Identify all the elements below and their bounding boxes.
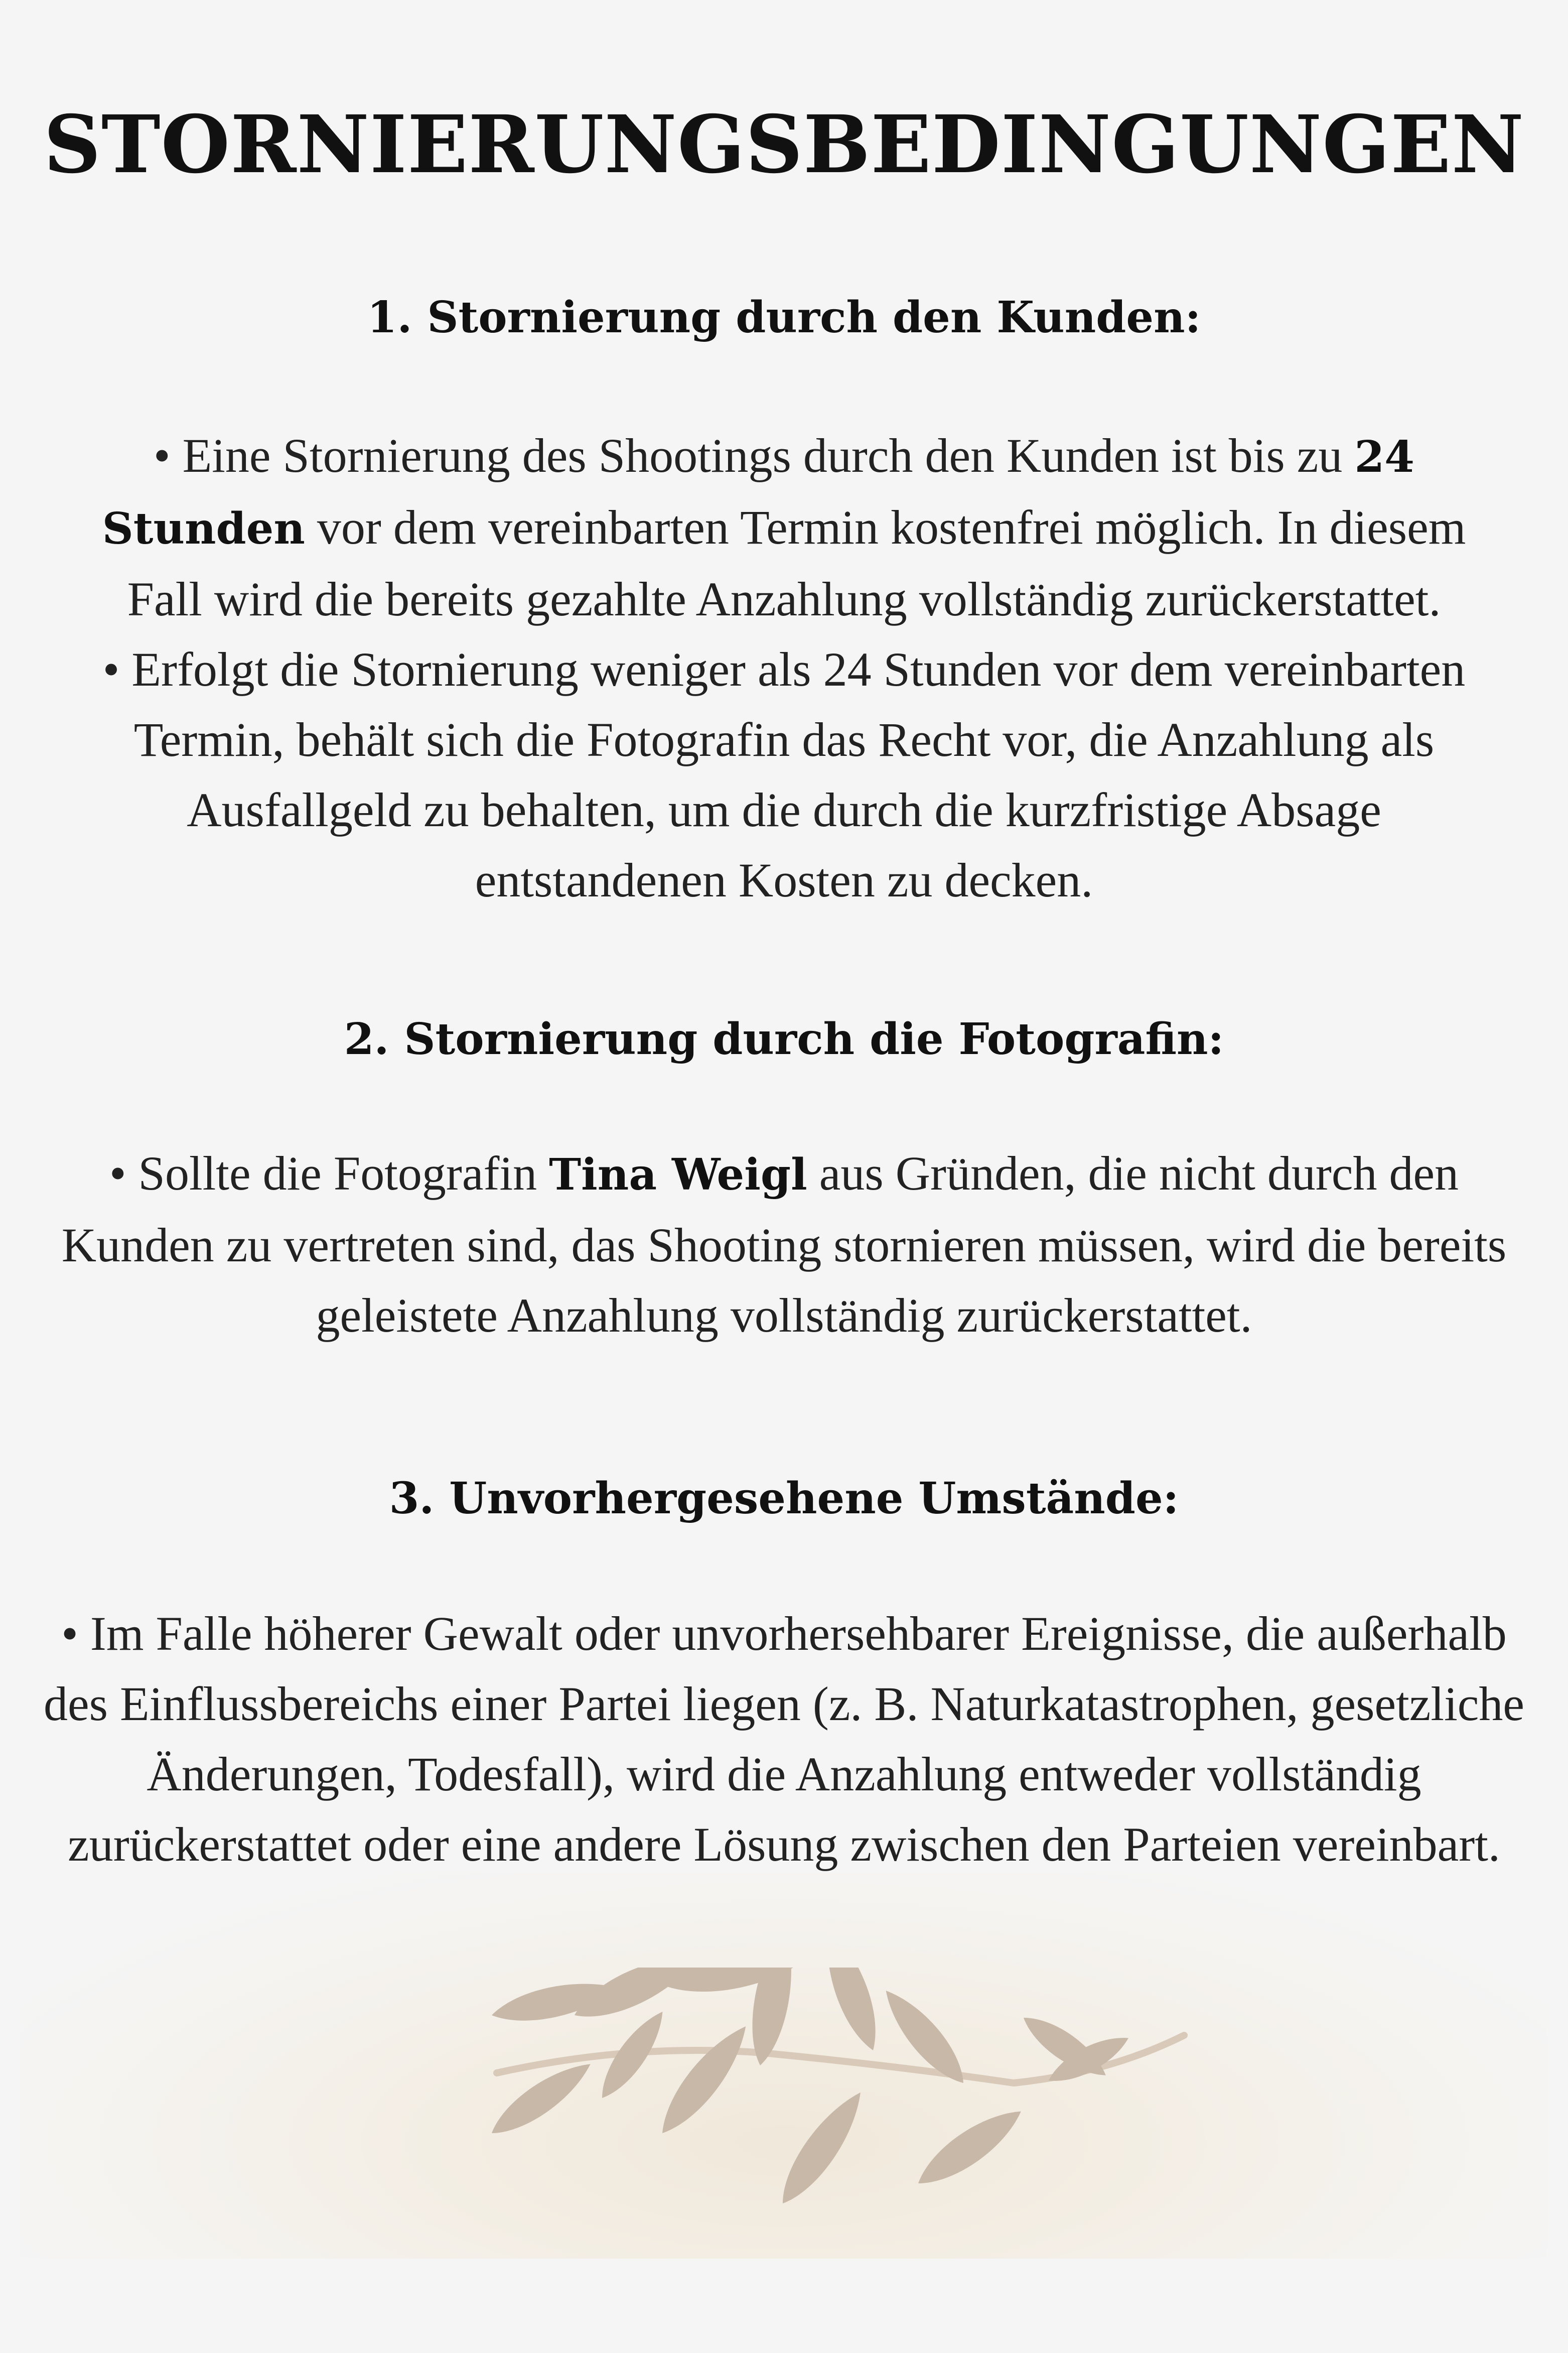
section-1-line-3: Fall wird die bereits gezahlte Anzahlung vollständig zurückerstattet. <box>127 572 1441 626</box>
section-3-line-4: zurückerstattet oder eine andere Lösung zwischen den Parteien vereinbart. <box>68 1817 1500 1871</box>
highlight-stunden: Stunden <box>102 503 305 554</box>
section-1-line-4: • Erfolgt die Stornierung weniger als 24 Stunden vor dem vereinbarten <box>102 642 1466 696</box>
leaf-4 <box>650 2017 758 2143</box>
section-2-line-2: Kunden zu vertreten sind, das Shooting stornieren müssen, wird die bereits <box>61 1218 1507 1272</box>
section-1-line-7: entstandenen Kosten zu decken. <box>475 853 1093 907</box>
section-1-line-1: • Eine Stornierung des Shootings durch den Kunden ist bis zu 24 <box>153 429 1415 482</box>
section-3-line-3: Änderungen, Todesfall), wird die Anzahlung entweder vollständig <box>147 1747 1421 1801</box>
leaf-11 <box>875 1981 975 2093</box>
section-2-text <box>0 1138 1568 1351</box>
section-3-heading: 3. Unvorhergesehene Umstände: <box>389 1473 1179 1524</box>
section-3-line-2: des Einflussbereichs einer Partei liegen (z. B. Naturkatastrophen, gesetzliche <box>44 1677 1524 1731</box>
highlight-24: 24 <box>1354 432 1415 482</box>
leaf-8 <box>770 2083 873 2212</box>
leaf-branch-icon <box>482 1968 1194 2229</box>
section-1-line-6: Ausfallgeld zu behalten, um die durch die kurzfristige Absage <box>187 783 1381 837</box>
section-3-line-1: • Im Falle höherer Gewalt oder unvorhersehbarer Ereignisse, die außerhalb <box>61 1607 1507 1660</box>
section-1-text <box>0 421 1568 916</box>
section-1-line-5: Termin, behält sich die Fotografin das Recht vor, die Anzahlung als <box>133 713 1435 766</box>
page-title: STORNIERUNGSBEDINGUNGEN <box>43 98 1525 191</box>
leaf-10 <box>909 2099 1030 2196</box>
section-2-line-3: geleistete Anzahlung vollständig zurückerstattet. <box>316 1288 1252 1342</box>
section-2-heading: 2. Stornierung durch die Fotografin: <box>344 1014 1224 1065</box>
section-3-text <box>0 1599 1568 1880</box>
leaf-9 <box>813 1968 888 2056</box>
section-1-heading: 1. Stornierung durch den Kunden: <box>367 292 1201 343</box>
section-2-line-1: • Sollte die Fotografin Tina Weigl aus Gründen, die nicht durch den <box>109 1146 1459 1200</box>
photographer-name: Tina Weigl <box>549 1149 807 1200</box>
section-1-line-2: Stunden vor dem vereinbarten Termin kostenfrei möglich. In diesem <box>102 500 1466 554</box>
